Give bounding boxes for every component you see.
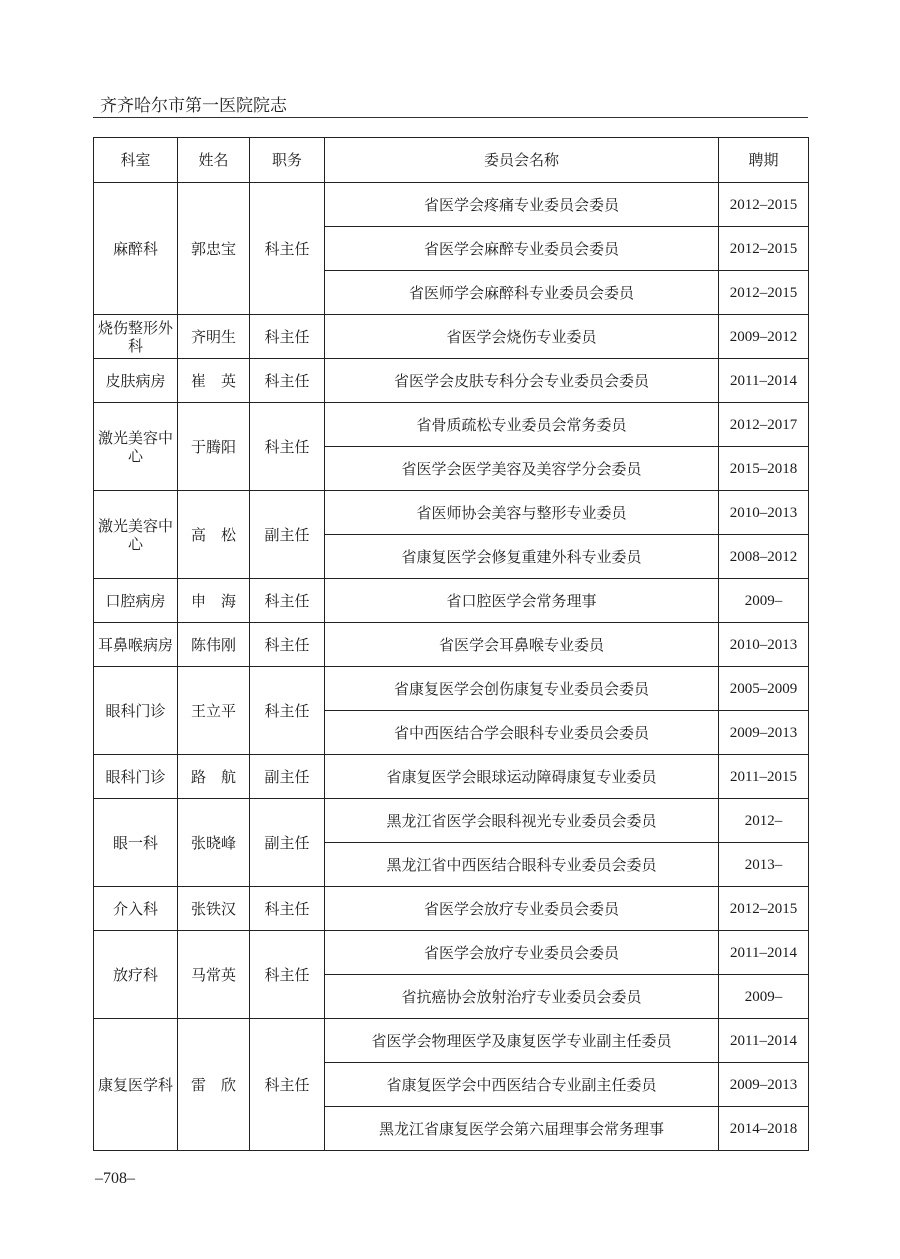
cell-committee: 省医学会烧伤专业委员 (325, 315, 719, 359)
cell-committee: 省医师协会美容与整形专业委员 (325, 491, 719, 535)
table-row (94, 403, 809, 447)
cell-dept: 眼科门诊 (94, 755, 178, 799)
page-number: –708– (95, 1170, 135, 1187)
cell-title: 科主任 (250, 183, 325, 315)
cell-period: 2011–2014 (719, 931, 809, 975)
table-row (94, 359, 809, 403)
cell-period: 2012–2015 (719, 887, 809, 931)
cell-title: 科主任 (250, 1019, 325, 1151)
cell-dept: 激光美容中心 (94, 403, 178, 491)
cell-committee: 省中西医结合学会眼科专业委员会委员 (325, 711, 719, 755)
cell-period: 2014–2018 (719, 1107, 809, 1151)
cell-committee: 省医学会放疗专业委员会委员 (325, 887, 719, 931)
cell-committee: 省医学会物理医学及康复医学专业副主任委员 (325, 1019, 719, 1063)
table-row (94, 887, 809, 931)
page-header-title: 齐齐哈尔市第一医院院志 (100, 96, 287, 116)
cell-title: 科主任 (250, 403, 325, 491)
table-row (94, 315, 809, 359)
cell-name: 张晓峰 (178, 799, 250, 887)
cell-name: 高 松 (178, 491, 250, 579)
column-header-title: 职务 (250, 138, 325, 183)
cell-name: 马常英 (178, 931, 250, 1019)
column-header-dept: 科室 (94, 138, 178, 183)
cell-committee: 省康复医学会眼球运动障碍康复专业委员 (325, 755, 719, 799)
cell-period: 2012– (719, 799, 809, 843)
cell-period: 2012–2015 (719, 271, 809, 315)
cell-name: 雷 欣 (178, 1019, 250, 1151)
column-header-name: 姓名 (178, 138, 250, 183)
cell-committee: 省医师学会麻醉科专业委员会委员 (325, 271, 719, 315)
cell-title: 副主任 (250, 491, 325, 579)
cell-title: 科主任 (250, 315, 325, 359)
cell-dept: 口腔病房 (94, 579, 178, 623)
cell-committee: 省医学会耳鼻喉专业委员 (325, 623, 719, 667)
cell-dept: 麻醉科 (94, 183, 178, 315)
cell-committee: 省医学会医学美容及美容学分会委员 (325, 447, 719, 491)
cell-period: 2012–2015 (719, 183, 809, 227)
cell-period: 2013– (719, 843, 809, 887)
cell-dept: 眼一科 (94, 799, 178, 887)
cell-period: 2011–2014 (719, 1019, 809, 1063)
table-row (94, 799, 809, 843)
cell-period: 2012–2015 (719, 227, 809, 271)
cell-dept: 烧伤整形外科 (94, 315, 178, 359)
cell-name: 崔 英 (178, 359, 250, 403)
committee-table (93, 137, 809, 1151)
cell-name: 王立平 (178, 667, 250, 755)
cell-committee: 省康复医学会创伤康复专业委员会委员 (325, 667, 719, 711)
table-body (94, 183, 809, 1151)
cell-dept: 激光美容中心 (94, 491, 178, 579)
cell-period: 2009–2013 (719, 1063, 809, 1107)
header-divider (93, 117, 808, 118)
cell-title: 科主任 (250, 667, 325, 755)
cell-name: 路 航 (178, 755, 250, 799)
cell-committee: 省医学会放疗专业委员会委员 (325, 931, 719, 975)
cell-committee: 省医学会麻醉专业委员会委员 (325, 227, 719, 271)
cell-name: 申 海 (178, 579, 250, 623)
cell-dept: 眼科门诊 (94, 667, 178, 755)
table-row (94, 1019, 809, 1063)
cell-title: 科主任 (250, 623, 325, 667)
cell-committee: 省骨质疏松专业委员会常务委员 (325, 403, 719, 447)
cell-name: 齐明生 (178, 315, 250, 359)
cell-title: 科主任 (250, 931, 325, 1019)
cell-period: 2005–2009 (719, 667, 809, 711)
cell-period: 2012–2017 (719, 403, 809, 447)
cell-period: 2009– (719, 579, 809, 623)
table-row (94, 667, 809, 711)
column-header-period: 聘期 (719, 138, 809, 183)
cell-committee: 黑龙江省医学会眼科视光专业委员会委员 (325, 799, 719, 843)
cell-period: 2009–2012 (719, 315, 809, 359)
cell-name: 郭忠宝 (178, 183, 250, 315)
cell-title: 副主任 (250, 755, 325, 799)
cell-name: 于腾阳 (178, 403, 250, 491)
table-row (94, 579, 809, 623)
cell-period: 2015–2018 (719, 447, 809, 491)
cell-dept: 介入科 (94, 887, 178, 931)
cell-committee: 省医学会皮肤专科分会专业委员会委员 (325, 359, 719, 403)
table-header-row (94, 138, 809, 183)
cell-dept: 康复医学科 (94, 1019, 178, 1151)
cell-period: 2009–2013 (719, 711, 809, 755)
cell-title: 科主任 (250, 887, 325, 931)
cell-title: 副主任 (250, 799, 325, 887)
table-row (94, 183, 809, 227)
cell-period: 2011–2014 (719, 359, 809, 403)
cell-committee: 省抗癌协会放射治疗专业委员会委员 (325, 975, 719, 1019)
cell-period: 2008–2012 (719, 535, 809, 579)
cell-committee: 省康复医学会中西医结合专业副主任委员 (325, 1063, 719, 1107)
cell-title: 科主任 (250, 579, 325, 623)
table-row (94, 491, 809, 535)
cell-committee: 黑龙江省康复医学会第六届理事会常务理事 (325, 1107, 719, 1151)
cell-dept: 皮肤病房 (94, 359, 178, 403)
cell-period: 2010–2013 (719, 491, 809, 535)
table-row (94, 931, 809, 975)
table-row (94, 755, 809, 799)
cell-name: 陈伟刚 (178, 623, 250, 667)
cell-period: 2010–2013 (719, 623, 809, 667)
cell-name: 张铁汉 (178, 887, 250, 931)
cell-dept: 放疗科 (94, 931, 178, 1019)
cell-dept: 耳鼻喉病房 (94, 623, 178, 667)
cell-title: 科主任 (250, 359, 325, 403)
cell-committee: 省康复医学会修复重建外科专业委员 (325, 535, 719, 579)
cell-period: 2011–2015 (719, 755, 809, 799)
cell-committee: 省医学会疼痛专业委员会委员 (325, 183, 719, 227)
cell-period: 2009– (719, 975, 809, 1019)
table-row (94, 623, 809, 667)
cell-committee: 黑龙江省中西医结合眼科专业委员会委员 (325, 843, 719, 887)
column-header-committee: 委员会名称 (325, 138, 719, 183)
cell-committee: 省口腔医学会常务理事 (325, 579, 719, 623)
